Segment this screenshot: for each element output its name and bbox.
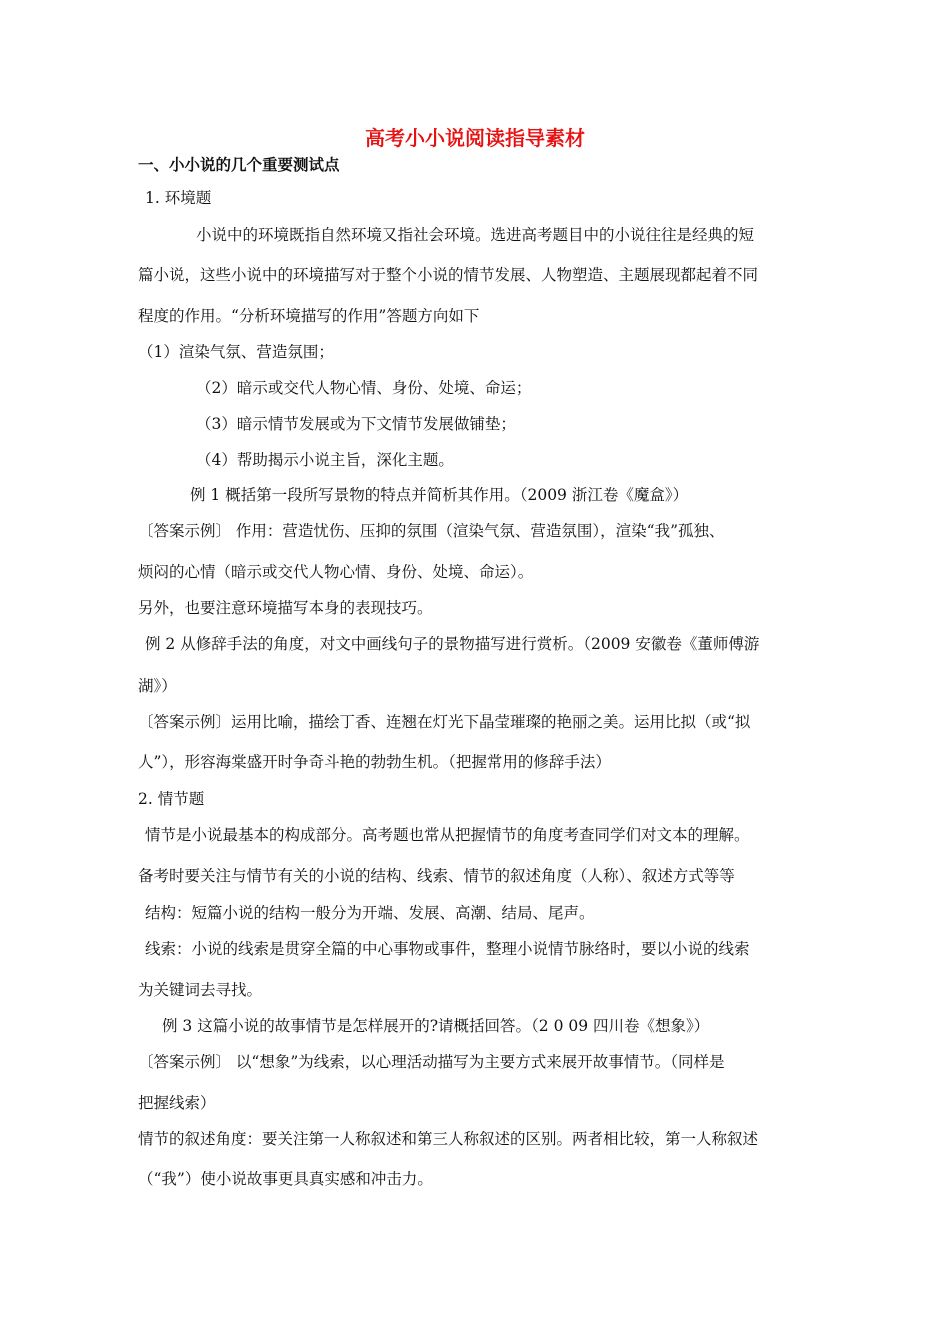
answer-line: 把握线索） (138, 1094, 216, 1112)
example-line: 例 2 从修辞手法的角度，对文中画线句子的景物描写进行赏析。（2009 安徽卷《董师傅游 (145, 635, 760, 653)
section-heading: 一、小小说的几个重要测试点 (138, 155, 340, 174)
paragraph-line: 篇小说，这些小说中的环境描写对于整个小说的情节发展、人物塑造、主题展现都起着不同 (138, 266, 759, 284)
note-line: 另外，也要注意环境描写本身的表现技巧。 (138, 599, 433, 617)
document-title: 高考小小说阅读指导素材 (365, 126, 585, 150)
list-item: （3）暗示情节发展或为下文情节发展做铺垫； (196, 415, 516, 433)
example-line: 例 1 概括第一段所写景物的特点并简析其作用。（2009 浙江卷《魔盒》） (190, 486, 689, 504)
paragraph-line: 结构：短篇小说的结构一般分为开端、发展、高潮、结局、尾声。 (145, 904, 595, 922)
paragraph-line: 为关键词去寻找。 (138, 981, 263, 999)
item-heading-plot: 2. 情节题 (138, 790, 205, 808)
paragraph-line: 备考时要关注与情节有关的小说的结构、线索、情节的叙述角度（人称）、叙述方式等等 (138, 867, 735, 885)
answer-line: 烦闷的心情（暗示或交代人物心情、身份、处境、命运）。 (138, 563, 534, 581)
answer-line: 人”），形容海棠盛开时争奇斗艳的勃勃生机。（把握常用的修辞手法） (138, 753, 611, 771)
answer-line: 〔答案示例〕运用比喻，描绘丁香、连翘在灯光下晶莹璀璨的艳丽之美。运用比拟（或“拟 (138, 713, 751, 731)
paragraph-line: 程度的作用。“分析环境描写的作用”答题方向如下 (138, 307, 480, 325)
answer-line: 〔答案示例〕 作用：营造忧伤、压抑的氛围（渲染气氛、营造氛围），渲染“我”孤独、 (138, 522, 725, 540)
list-item: （4）帮助揭示小说主旨，深化主题。 (196, 451, 454, 469)
list-item: （2）暗示或交代人物心情、身份、处境、命运； (196, 379, 532, 397)
list-item: （1）渲染气氛、营造氛围； (138, 343, 334, 361)
paragraph-line: 情节是小说最基本的构成部分。高考题也常从把握情节的角度考查同学们对文本的理解。 (145, 826, 750, 844)
paragraph-line: （“我”）使小说故事更具真实感和冲击力。 (138, 1170, 433, 1188)
example-line: 例 3 这篇小说的故事情节是怎样展开的?请概括回答。（2 0 09 四川卷《想象》） (162, 1017, 710, 1035)
paragraph-line: 小说中的环境既指自然环境又指社会环境。选进高考题目中的小说往往是经典的短 (196, 226, 755, 244)
paragraph-line: 线索：小说的线索是贯穿全篇的中心事物或事件，整理小说情节脉络时，要以小说的线索 (145, 940, 750, 958)
item-heading-environment: 1. 环境题 (145, 189, 212, 207)
answer-line: 〔答案示例〕 以“想象”为线索，以心理活动描写为主要方式来展开故事情节。（同样是 (138, 1053, 725, 1071)
example-line: 湖》） (138, 677, 177, 695)
paragraph-line: 情节的叙述角度：要关注第一人称叙述和第三人称叙述的区别。两者相比较，第一人称叙述 (138, 1130, 759, 1148)
